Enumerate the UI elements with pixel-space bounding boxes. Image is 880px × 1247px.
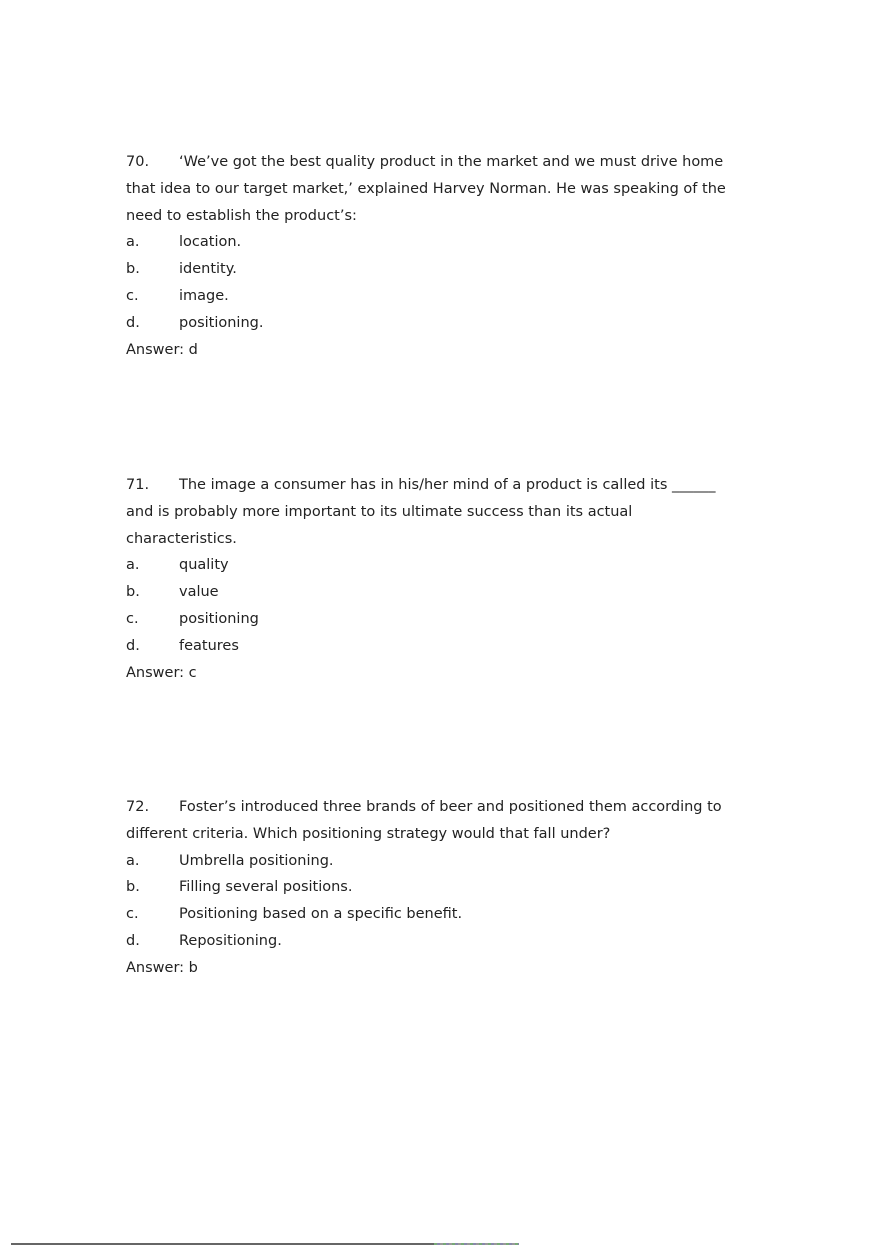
option-b xyxy=(126,874,746,901)
option-text: features xyxy=(179,637,239,654)
answer: Answer: d xyxy=(126,341,198,358)
option-a xyxy=(126,229,746,256)
option-a xyxy=(126,552,746,579)
question-number: 71. xyxy=(126,477,150,493)
option-c xyxy=(126,606,746,633)
question-text: and is probably more important to its ultimate success than its actual xyxy=(126,503,633,520)
option-letter: a. xyxy=(126,234,140,251)
answer: Answer: c xyxy=(126,664,197,681)
question-number: 72. xyxy=(126,799,150,815)
question-text: ‘We’ve got the best quality product in the market and we must drive home xyxy=(179,154,724,170)
option-text: image. xyxy=(179,287,229,304)
option-c xyxy=(126,901,746,928)
option-letter: b. xyxy=(126,584,140,601)
option-text: Positioning based on a specific benefit. xyxy=(179,906,463,923)
question-stem-line xyxy=(126,149,746,176)
option-text: positioning. xyxy=(179,314,264,331)
option-text: identity. xyxy=(179,261,237,278)
footer-divider-tail xyxy=(434,1243,519,1245)
question-70 xyxy=(126,149,746,363)
option-letter: a. xyxy=(126,852,140,869)
question-number: 70. xyxy=(126,154,150,170)
question-text: Foster’s introduced three brands of beer and positioned them according to xyxy=(179,799,722,815)
question-72 xyxy=(126,794,746,982)
option-letter: d. xyxy=(126,637,140,654)
answer: Answer: b xyxy=(126,959,198,976)
option-d xyxy=(126,310,746,337)
footer-divider xyxy=(11,1243,519,1245)
option-text: value xyxy=(179,584,219,601)
option-text: Repositioning. xyxy=(179,932,282,949)
question-stem-line xyxy=(126,472,746,499)
option-text: quality xyxy=(179,557,229,574)
option-c xyxy=(126,283,746,310)
question-stem-line xyxy=(126,794,746,821)
option-b xyxy=(126,579,746,606)
option-text: location. xyxy=(179,234,242,251)
question-text: different criteria. Which positioning strategy would that fall under? xyxy=(126,825,611,842)
option-b xyxy=(126,256,746,283)
option-letter: b. xyxy=(126,261,140,278)
option-text: Umbrella positioning. xyxy=(179,852,334,869)
option-letter: d. xyxy=(126,314,140,331)
option-text: Filling several positions. xyxy=(179,879,353,896)
option-d xyxy=(126,928,746,955)
question-text: characteristics. xyxy=(126,530,237,547)
option-letter: c. xyxy=(126,906,139,923)
option-letter: b. xyxy=(126,879,140,896)
question-text: need to establish the product’s: xyxy=(126,207,357,224)
question-71 xyxy=(126,472,746,686)
option-text: positioning xyxy=(179,610,259,627)
option-a xyxy=(126,848,746,875)
option-letter: a. xyxy=(126,557,140,574)
option-letter: d. xyxy=(126,932,140,949)
question-text: that idea to our target market,’ explained Harvey Norman. He was speaking of the xyxy=(126,180,726,197)
option-letter: c. xyxy=(126,610,139,627)
option-d xyxy=(126,633,746,660)
option-letter: c. xyxy=(126,287,139,304)
question-text: The image a consumer has in his/her mind of a product is called its ______ xyxy=(179,477,716,493)
